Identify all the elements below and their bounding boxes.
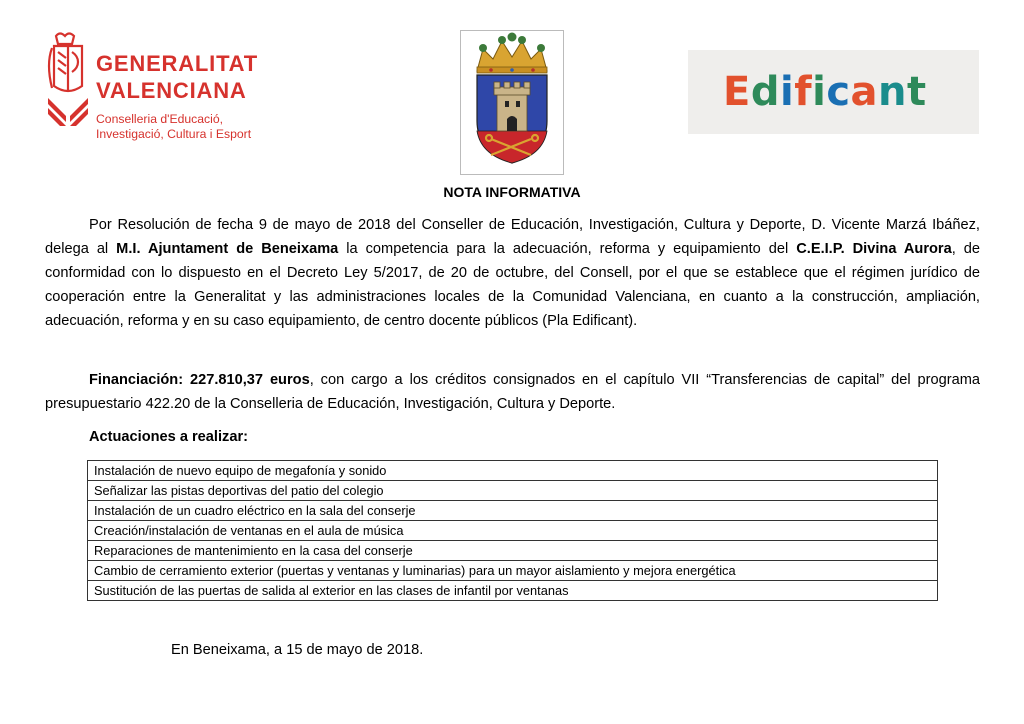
edificant-letter: n xyxy=(878,69,908,115)
edificant-logo xyxy=(688,50,979,134)
ajuntament-name: M.I. Ajuntament de Beneixama xyxy=(116,241,339,257)
table-cell: Sustitución de las puertas de salida al exterior en las clases de infantil por ventanas xyxy=(88,581,938,601)
table-cell: Cambio de cerramiento exterior (puertas y ventanas y luminarias) para un mayor aislamiento y mejora energética xyxy=(88,561,938,581)
edificant-letter: E xyxy=(723,69,751,115)
conselleria-name: Conselleria d'Educació, Investigació, Cultura i Esport xyxy=(96,112,252,141)
table-row xyxy=(88,521,938,541)
actuaciones-heading: Actuaciones a realizar: xyxy=(89,429,248,445)
resolution-text-3: , de conformidad con lo dispuesto en el Decreto Ley 5/2017, de 20 de octubre, del Consell, por el que se establece que el régimen jurídico de cooperación entre la Generalitat y las administraciones locales de la Comunidad Valenciana, en cuanto a la construcción, ampliación, adecuación, reforma y en su caso equipamiento, de centro docente públicos (Pla Edificant). xyxy=(45,241,981,329)
resolution-text-2: la competencia para la adecuación, reforma y equipamiento del xyxy=(338,241,797,257)
table-cell: Instalación de un cuadro eléctrico en la sala del conserje xyxy=(88,501,938,521)
municipal-coat-of-arms xyxy=(460,30,564,175)
school-name: C.E.I.P. Divina Aurora xyxy=(796,241,952,257)
table-row xyxy=(88,481,938,501)
financing-paragraph xyxy=(45,368,980,416)
edificant-letter: a xyxy=(850,69,879,115)
beneixama-coat-of-arms-icon xyxy=(461,31,563,174)
document-title: NOTA INFORMATIVA xyxy=(443,184,581,200)
resolution-text-1: Por Resolución de fecha 9 de mayo de 2018 del Conseller de Educación, Investigación, Cultura y Deporte, D. Vicente Marzá Ibáñez, delega al xyxy=(45,217,980,257)
financing-amount: Financiación: 227.810,37 euros xyxy=(89,372,310,388)
generalitat-emblem-icon xyxy=(46,30,90,126)
table-cell: Creación/instalación de ventanas en el aula de música xyxy=(88,521,938,541)
generalitat-valenciana-name: GENERALITAT VALENCIANA xyxy=(96,51,258,103)
table-cell: Señalizar las pistas deportivas del patio del colegio xyxy=(88,481,938,501)
edificant-letter: i xyxy=(812,69,827,115)
edificant-letter: t xyxy=(907,69,927,115)
closing-date-line: En Beneixama, a 15 de mayo de 2018. xyxy=(171,642,424,658)
edificant-letter: i xyxy=(779,69,795,115)
edificant-wordmark xyxy=(723,67,927,117)
table-cell: Reparaciones de mantenimiento en la casa del conserje xyxy=(88,541,938,561)
financing-text: , con cargo a los créditos consignados en el capítulo VII “Transferencias de capital” del programa presupuestario 422.20 de la Conselleria de Educación, Investigación, Cultura y Deporte. xyxy=(45,372,980,412)
actuaciones-table xyxy=(87,460,938,601)
table-row xyxy=(88,561,938,581)
edificant-letter: f xyxy=(794,69,813,115)
table-row xyxy=(88,501,938,521)
table-row xyxy=(88,541,938,561)
edificant-letter: d xyxy=(750,69,780,115)
resolution-paragraph xyxy=(45,213,980,333)
table-row xyxy=(88,461,938,481)
generalitat-valenciana-logo xyxy=(46,30,286,142)
table-row xyxy=(88,581,938,601)
edificant-letter: c xyxy=(826,69,851,115)
table-cell: Instalación de nuevo equipo de megafonía y sonido xyxy=(88,461,938,481)
